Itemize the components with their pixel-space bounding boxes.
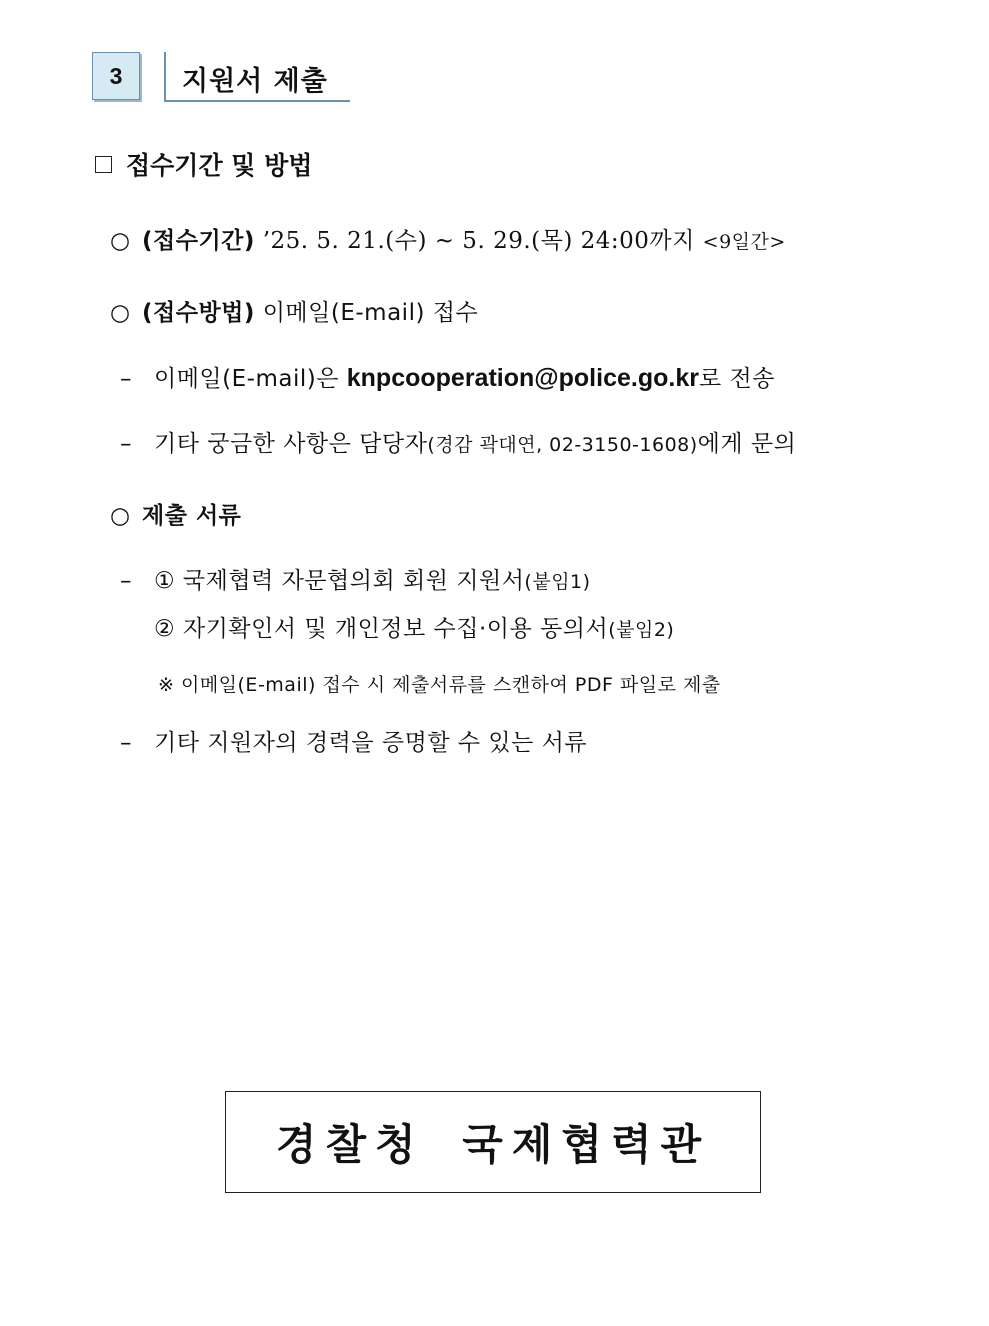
document-item-1-attach: (붙임1) — [524, 571, 591, 593]
square-bullet-icon — [95, 156, 112, 173]
other-documents-row — [120, 724, 587, 757]
method-label: (접수방법) — [142, 300, 255, 326]
dash-icon: – — [120, 568, 132, 594]
documents-row — [110, 497, 241, 530]
period-value: ’25. 5. 21.(수) ~ 5. 29.(목) 24:00까지 — [262, 228, 695, 254]
circle-bullet-icon: ○ — [110, 228, 131, 254]
email-prefix: 이메일(E-mail)은 — [154, 366, 339, 392]
document-item-2 — [154, 610, 674, 643]
section-title: 지원서 제출 — [182, 66, 328, 97]
subsection-heading-text: 접수기간 및 방법 — [126, 151, 313, 180]
document-item-1 — [120, 562, 591, 595]
period-note: <9일간> — [702, 231, 786, 253]
dash-icon: – — [120, 366, 132, 392]
document-item-2-attach: (붙임2) — [608, 619, 675, 641]
contact-suffix: 에게 문의 — [697, 431, 797, 457]
footer-box — [225, 1091, 761, 1193]
document-item-1-text: ① 국제협력 자문협의회 회원 지원서 — [154, 568, 525, 594]
contact-prefix: 기타 궁금한 사항은 담당자 — [154, 431, 428, 457]
circle-bullet-icon: ○ — [110, 300, 131, 326]
contact-detail: (경감 곽대연, 02-3150-1608) — [427, 434, 698, 456]
circle-bullet-icon: ○ — [110, 503, 131, 529]
period-row — [110, 222, 786, 255]
footer-title: 경찰청 국제협력관 — [275, 1120, 711, 1169]
method-row — [110, 294, 478, 327]
section-title-box — [164, 52, 350, 102]
method-value: 이메일(E-mail) 접수 — [262, 300, 479, 326]
email-address[interactable]: knpcooperation@police.go.kr — [346, 364, 699, 392]
dash-icon: – — [120, 431, 132, 457]
contact-row — [120, 425, 796, 458]
dash-icon: – — [120, 730, 132, 756]
submission-note: ※ 이메일(E-mail) 접수 시 제출서류를 스캔하여 PDF 파일로 제출 — [158, 674, 721, 696]
other-documents-text: 기타 지원자의 경력을 증명할 수 있는 서류 — [154, 730, 588, 756]
email-suffix: 로 전송 — [698, 366, 775, 392]
section-number-badge: 3 — [92, 52, 140, 100]
document-item-2-text: ② 자기확인서 및 개인정보 수집·이용 동의서 — [154, 616, 609, 642]
period-label: (접수기간) — [142, 228, 255, 254]
documents-label: 제출 서류 — [142, 503, 242, 529]
subsection-heading — [95, 146, 312, 182]
email-row — [120, 360, 775, 393]
